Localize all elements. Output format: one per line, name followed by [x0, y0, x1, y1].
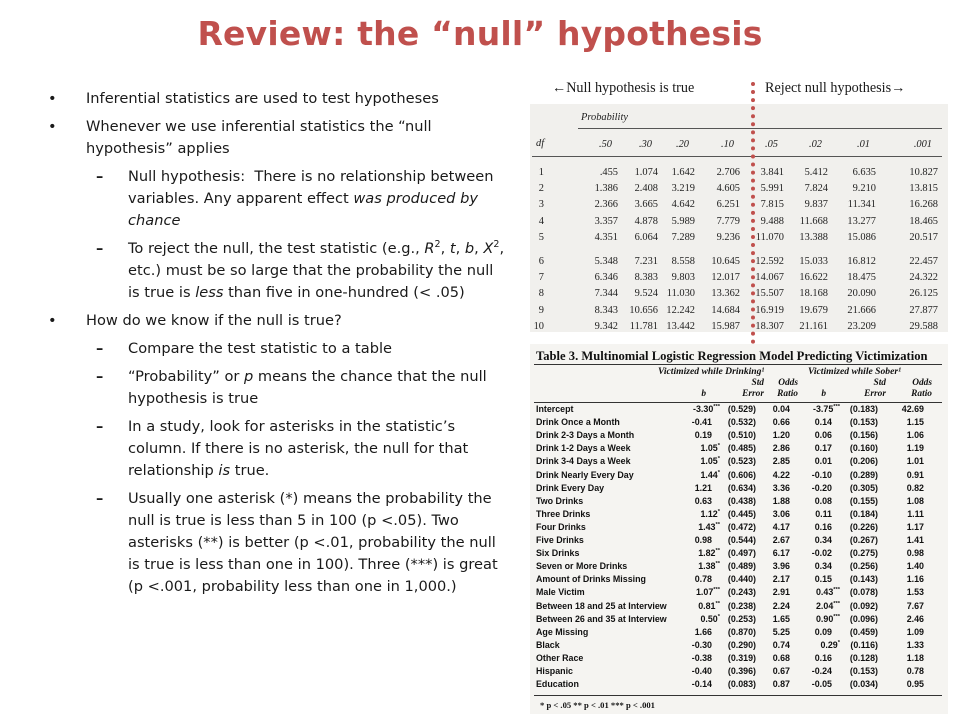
row-label: Drink 1-2 Days a Week — [536, 443, 631, 454]
regression-value-cell: (0.256) — [849, 561, 878, 572]
column-header: Ratio — [777, 389, 798, 399]
regression-value-cell: (0.184) — [849, 508, 878, 519]
chi-value-cell: 11.781 — [629, 320, 658, 332]
bullet-text: “Probability” or p means the chance that the null hypothesis is true — [128, 368, 487, 407]
chi-value-cell: 9.342 — [594, 320, 618, 332]
chi-value-cell: 8.383 — [634, 272, 658, 284]
table-rule — [534, 695, 942, 696]
chi-value-cell: 29.588 — [909, 320, 938, 332]
sub-bullet-item — [48, 366, 508, 410]
chi-value-cell: 7.231 — [634, 256, 658, 267]
row-label: Black — [536, 639, 560, 650]
chi-value-cell: 16.812 — [847, 256, 876, 267]
chi-value-cell: 15.987 — [711, 320, 740, 332]
chi-value-cell: 2.366 — [594, 199, 618, 211]
probability-column-header: .05 — [765, 139, 778, 150]
regression-value-cell: 0.43*** — [815, 587, 840, 598]
chi-value-cell: 6.064 — [634, 231, 658, 243]
regression-value-cell: (0.634) — [727, 482, 756, 493]
bullet-text: Null hypothesis: There is no relationship between variables. Any apparent effect was produced by chance — [128, 168, 494, 229]
regression-value-cell: 0.29* — [820, 639, 840, 650]
regression-value-cell: 0.11 — [815, 508, 832, 519]
regression-value-cell: -0.20 — [811, 482, 832, 493]
chi-value-cell: 5.412 — [804, 167, 828, 178]
chi-value-cell: 5.348 — [594, 256, 618, 267]
regression-value-cell: 0.67 — [772, 666, 790, 676]
chi-value-cell: 18.307 — [755, 320, 784, 332]
regression-value-cell: -0.24 — [811, 666, 832, 676]
regression-value-cell: 4.17 — [772, 521, 790, 532]
regression-value-cell: 2.67 — [772, 535, 790, 545]
regression-value-cell: (0.092) — [849, 600, 878, 611]
sub-bullet-item — [48, 488, 508, 598]
regression-value-cell: 1.16 — [906, 574, 924, 585]
regression-value-cell: 0.95 — [906, 679, 924, 690]
row-label: Three Drinks — [536, 508, 591, 519]
chi-value-cell: 18.475 — [847, 272, 876, 284]
chi-value-cell: 13.442 — [666, 320, 695, 332]
df-cell: 5 — [538, 231, 544, 243]
chi-value-cell: 16.919 — [755, 304, 784, 316]
chi-value-cell: 3.665 — [634, 199, 658, 211]
regression-value-cell: (0.497) — [727, 548, 756, 559]
chi-value-cell: 1.074 — [634, 167, 658, 178]
regression-value-cell: (0.445) — [727, 508, 756, 519]
bullet-item — [48, 310, 508, 332]
chi-value-cell: 9.837 — [804, 199, 828, 211]
reject-null-label: Reject null hypothesis→ — [765, 80, 906, 96]
df-cell: 1 — [538, 167, 544, 178]
regression-value-cell: 0.34 — [814, 535, 832, 545]
regression-value-cell: 1.08 — [906, 495, 924, 506]
chi-value-cell: 9.210 — [852, 183, 876, 195]
chi-value-cell: 11.030 — [666, 288, 695, 300]
row-label: Drink 2-3 Days a Month — [536, 430, 635, 441]
regression-value-cell: 1.07*** — [695, 587, 720, 598]
chi-value-cell: 11.341 — [847, 199, 876, 211]
chi-value-cell: 6.251 — [716, 199, 740, 211]
regression-value-cell: 2.46 — [906, 613, 924, 624]
chi-value-cell: 13.388 — [799, 231, 828, 243]
row-label: Age Missing — [536, 626, 589, 637]
regression-value-cell: 3.06 — [772, 508, 790, 519]
regression-value-cell: 3.96 — [772, 561, 790, 572]
regression-value-cell: 1.12* — [700, 508, 720, 519]
regression-value-cell: (0.870) — [727, 626, 756, 637]
regression-value-cell: -3.30*** — [693, 404, 720, 414]
regression-value-cell: (0.289) — [849, 469, 878, 480]
regression-value-cell: 4.22 — [772, 469, 790, 480]
regression-value-cell: 0.78 — [906, 666, 924, 676]
regression-value-cell: 1.09 — [906, 626, 924, 637]
df-header: df — [536, 138, 545, 149]
chi-value-cell: 21.161 — [799, 320, 828, 332]
chi-value-cell: 13.815 — [909, 183, 938, 195]
regression-value-cell: -0.38 — [691, 652, 712, 663]
df-cell: 6 — [538, 256, 544, 267]
df-cell: 10 — [533, 320, 544, 332]
regression-value-cell: 1.66 — [694, 626, 712, 637]
column-header-top: Odds — [778, 378, 798, 388]
chi-value-cell: 11.668 — [799, 215, 828, 227]
regression-value-cell: (0.078) — [849, 587, 878, 598]
chi-value-cell: 2.706 — [716, 167, 740, 178]
row-label: Five Drinks — [536, 535, 584, 545]
chi-value-cell: 12.592 — [755, 256, 784, 267]
regression-table — [530, 344, 948, 714]
regression-value-cell: 1.18 — [906, 652, 924, 663]
regression-value-cell: (0.485) — [727, 443, 756, 454]
regression-value-cell: 1.20 — [772, 430, 790, 441]
chi-value-cell: 12.242 — [666, 304, 695, 316]
sub-bullet-item — [48, 416, 508, 482]
column-header-top: Std — [751, 378, 764, 388]
regression-value-cell: (0.606) — [727, 469, 756, 480]
regression-value-cell: 0.81** — [698, 600, 720, 611]
regression-value-cell: 1.17 — [906, 521, 924, 532]
bullet-item — [48, 116, 508, 160]
regression-value-cell: (0.472) — [727, 521, 756, 532]
regression-value-cell: (0.238) — [727, 600, 756, 611]
regression-value-cell: (0.143) — [849, 574, 878, 585]
regression-value-cell: 1.53 — [906, 587, 924, 598]
bullet-text: Compare the test statistic to a table — [128, 340, 393, 357]
regression-footnote: * p < .05 ** p < .01 *** p < .001 — [540, 700, 655, 710]
df-cell: 2 — [538, 183, 544, 195]
chi-value-cell: 9.236 — [716, 231, 740, 243]
regression-value-cell: 2.04*** — [815, 600, 840, 611]
regression-value-cell: 0.14 — [814, 417, 832, 428]
regression-value-cell: 0.63 — [694, 495, 712, 506]
chi-value-cell: .455 — [599, 167, 618, 178]
regression-value-cell: 0.98 — [694, 535, 712, 545]
bullet-text: Whenever we use inferential statistics the “null hypothesis” applies — [86, 118, 432, 157]
chi-value-cell: 4.878 — [634, 215, 658, 227]
bullet-text: To reject the null, the test statistic (e.g., $R^2$, t, b, $X^2$, etc.) must be so large that the probability the null is true is less than five in one-hundred (< .05) — [128, 239, 505, 301]
df-cell: 4 — [538, 215, 544, 227]
chi-value-cell: 2.408 — [634, 183, 658, 195]
regression-value-cell: (0.155) — [849, 495, 878, 506]
chi-value-cell: 21.666 — [847, 304, 876, 316]
row-label: Two Drinks — [536, 495, 584, 506]
row-label: Seven or More Drinks — [536, 561, 628, 572]
regression-value-cell: 1.11 — [907, 508, 924, 519]
bullet-text: In a study, look for asterisks in the statistic’s column. If there is no asterisk, the null for that relationship is true. — [128, 418, 469, 479]
regression-value-cell: 1.65 — [772, 613, 790, 624]
probability-column-header: .20 — [676, 139, 689, 150]
chi-value-cell: 9.803 — [671, 272, 695, 284]
regression-value-cell: 0.19 — [694, 430, 712, 441]
regression-value-cell: (0.459) — [849, 626, 878, 637]
chi-value-cell: 20.517 — [909, 231, 938, 243]
regression-value-cell: 1.88 — [772, 495, 790, 506]
chi-value-cell: 4.605 — [716, 183, 740, 195]
chi-value-cell: 24.322 — [909, 272, 938, 284]
regression-value-cell: (0.275) — [849, 548, 878, 559]
group-header-sober: Victimized while Sober¹ — [808, 366, 901, 377]
regression-value-cell: 3.36 — [772, 482, 790, 493]
df-cell: 7 — [538, 272, 544, 284]
column-header: Ratio — [911, 389, 932, 399]
regression-value-cell: (0.096) — [849, 613, 878, 624]
sub-bullet-item — [48, 238, 508, 304]
regression-value-cell: (0.438) — [727, 495, 756, 506]
row-label: Four Drinks — [536, 521, 586, 532]
regression-value-cell: 1.43** — [698, 521, 720, 532]
row-label: Hispanic — [536, 666, 573, 676]
regression-value-cell: 1.15 — [906, 417, 924, 428]
regression-value-cell: -0.05 — [811, 679, 832, 690]
row-label: Drink 3-4 Days a Week — [536, 456, 631, 467]
regression-value-cell: 2.17 — [772, 574, 790, 585]
regression-value-cell: 1.38** — [698, 561, 720, 572]
df-cell: 3 — [538, 199, 544, 211]
column-header: Error — [864, 389, 886, 399]
row-label: Between 26 and 35 at Interview — [536, 613, 667, 624]
regression-value-cell: 0.08 — [814, 495, 832, 506]
chi-square-table — [530, 104, 948, 332]
regression-value-cell: (0.253) — [727, 613, 756, 624]
regression-value-cell: 1.01 — [906, 456, 924, 467]
probability-column-header: .01 — [857, 139, 870, 150]
bullet-list — [48, 88, 508, 604]
chi-value-cell: 7.815 — [760, 199, 784, 211]
chi-value-cell: 27.877 — [909, 304, 938, 316]
chi-value-cell: 26.125 — [909, 288, 938, 300]
regression-value-cell: 1.33 — [906, 639, 924, 650]
regression-value-cell: 0.16 — [814, 652, 832, 663]
row-label: Intercept — [536, 404, 574, 414]
row-label: Education — [536, 679, 579, 690]
column-header: Error — [742, 389, 764, 399]
regression-value-cell: 0.17 — [814, 443, 832, 454]
chi-value-cell: 14.067 — [755, 272, 784, 284]
header-rule — [532, 156, 942, 157]
probability-column-header: .02 — [809, 139, 822, 150]
regression-value-cell: (0.529) — [727, 404, 756, 414]
regression-value-cell: 0.78 — [694, 574, 712, 585]
regression-value-cell: 0.91 — [906, 469, 924, 480]
regression-value-cell: 0.50* — [700, 613, 720, 624]
df-cell: 9 — [538, 304, 544, 316]
regression-value-cell: 1.41 — [906, 535, 924, 545]
regression-value-cell: (0.206) — [849, 456, 878, 467]
probability-column-header: .30 — [639, 139, 652, 150]
chi-value-cell: 10.645 — [711, 256, 740, 267]
regression-value-cell: 0.74 — [772, 639, 790, 650]
regression-value-cell: (0.156) — [849, 430, 878, 441]
chi-value-cell: 7.824 — [804, 183, 828, 195]
regression-value-cell: 0.34 — [814, 561, 832, 572]
chi-value-cell: 6.635 — [852, 167, 876, 178]
significance-divider — [751, 82, 755, 344]
sub-bullet-item — [48, 338, 508, 360]
chi-value-cell: 5.989 — [671, 215, 695, 227]
chi-value-cell: 5.991 — [760, 183, 784, 195]
regression-value-cell: (0.523) — [727, 456, 756, 467]
regression-value-cell: -3.75*** — [813, 404, 840, 414]
chi-value-cell: 22.457 — [909, 256, 938, 267]
chi-value-cell: 3.219 — [671, 183, 695, 195]
regression-value-cell: -0.02 — [811, 548, 832, 559]
chi-value-cell: 8.558 — [671, 256, 695, 267]
regression-value-cell: 0.66 — [772, 417, 790, 428]
row-label: Between 18 and 25 at Interview — [536, 600, 667, 611]
chi-value-cell: 14.684 — [711, 304, 740, 316]
regression-value-cell: -0.30 — [691, 639, 712, 650]
regression-value-cell: -0.41 — [691, 417, 712, 428]
regression-value-cell: (0.153) — [849, 417, 878, 428]
row-label: Other Race — [536, 652, 584, 663]
chi-value-cell: 7.344 — [594, 288, 618, 300]
regression-value-cell: 1.40 — [906, 561, 924, 572]
regression-value-cell: (0.267) — [849, 535, 878, 545]
regression-value-cell: (0.319) — [727, 652, 756, 663]
header-rule — [578, 128, 942, 129]
regression-value-cell: 0.09 — [814, 626, 832, 637]
chi-value-cell: 13.277 — [847, 215, 876, 227]
chi-value-cell: 6.346 — [594, 272, 618, 284]
regression-value-cell: 2.91 — [772, 587, 790, 598]
df-cell: 8 — [538, 288, 544, 300]
regression-value-cell: 1.21 — [694, 482, 712, 493]
table-rule — [534, 364, 942, 365]
regression-value-cell: 0.98 — [906, 548, 924, 559]
regression-value-cell: (0.290) — [727, 639, 756, 650]
chi-value-cell: 10.656 — [629, 304, 658, 316]
chi-value-cell: 13.362 — [711, 288, 740, 300]
regression-value-cell: (0.183) — [849, 404, 878, 414]
regression-value-cell: (0.243) — [727, 587, 756, 598]
regression-value-cell: (0.532) — [727, 417, 756, 428]
regression-value-cell: -0.10 — [811, 469, 832, 480]
regression-value-cell: 7.67 — [906, 600, 924, 611]
regression-value-cell: 0.16 — [814, 521, 832, 532]
chi-value-cell: 3.357 — [594, 215, 618, 227]
bullet-text: Inferential statistics are used to test hypotheses — [86, 90, 439, 107]
regression-value-cell: -0.40 — [691, 666, 712, 676]
regression-value-cell: (0.544) — [727, 535, 756, 545]
chi-value-cell: 11.070 — [755, 231, 784, 243]
chi-value-cell: 4.642 — [671, 199, 695, 211]
row-label: Male Victim — [536, 587, 585, 598]
regression-value-cell: -0.14 — [691, 679, 712, 690]
regression-value-cell: 2.85 — [772, 456, 790, 467]
column-header-top: Std — [873, 378, 886, 388]
regression-value-cell: (0.160) — [849, 443, 878, 454]
bullet-item — [48, 88, 508, 110]
regression-value-cell: (0.116) — [850, 639, 878, 650]
regression-table-title: Table 3. Multinomial Logistic Regression Model Predicting Victimization — [536, 349, 928, 363]
chi-value-cell: 23.209 — [847, 320, 876, 332]
chi-value-cell: 4.351 — [594, 231, 618, 243]
regression-value-cell: 0.87 — [772, 679, 790, 690]
chi-value-cell: 3.841 — [760, 167, 784, 178]
chi-value-cell: 15.033 — [799, 256, 828, 267]
chi-value-cell: 8.343 — [594, 304, 618, 316]
group-header-drinking: Victimized while Drinking¹ — [658, 366, 765, 377]
regression-value-cell: 0.04 — [772, 404, 790, 414]
regression-value-cell: (0.226) — [849, 521, 878, 532]
regression-value-cell: 0.90*** — [815, 613, 840, 624]
chi-value-cell: 18.168 — [799, 288, 828, 300]
regression-value-cell: (0.440) — [727, 574, 756, 585]
chi-value-cell: 16.622 — [799, 272, 828, 284]
regression-value-cell: 2.24 — [772, 600, 790, 611]
regression-value-cell: 1.06 — [906, 430, 924, 441]
chi-value-cell: 12.017 — [711, 272, 740, 284]
regression-value-cell: (0.305) — [849, 482, 878, 493]
chi-value-cell: 1.642 — [671, 167, 695, 178]
row-label: Amount of Drinks Missing — [536, 574, 646, 585]
chi-value-cell: 15.507 — [755, 288, 784, 300]
row-label: Six Drinks — [536, 548, 580, 559]
column-header: b — [821, 389, 826, 399]
null-true-label: ←Null hypothesis is true — [552, 80, 695, 96]
regression-value-cell: (0.510) — [727, 430, 756, 441]
chi-value-cell: 9.488 — [760, 215, 784, 227]
table-rule — [534, 402, 942, 403]
chi-value-cell: 20.090 — [847, 288, 876, 300]
chi-value-cell: 16.268 — [909, 199, 938, 211]
column-header: b — [701, 389, 706, 399]
regression-value-cell: 0.01 — [814, 456, 832, 467]
regression-value-cell: 5.25 — [772, 626, 790, 637]
probability-header: Probability — [581, 112, 628, 123]
chi-value-cell: 18.465 — [909, 215, 938, 227]
regression-value-cell: (0.083) — [727, 679, 756, 690]
chi-value-cell: 10.827 — [909, 167, 938, 178]
bullet-text: Usually one asterisk (*) means the probability the null is true is less than 5 in 100 (p <.05). Two asterisks (**) is better (p <.01, probability the null is true is less than one in 100). Three (***) is great (p <.001, probability less than one in 1,000.) — [128, 490, 498, 595]
regression-value-cell: 2.86 — [772, 443, 790, 454]
chi-value-cell: 1.386 — [594, 183, 618, 195]
regression-value-cell: (0.128) — [849, 652, 878, 663]
slide-title: Review: the “null” hypothesis — [197, 14, 763, 53]
chi-value-cell: 7.289 — [671, 231, 695, 243]
regression-value-cell: 42.69 — [901, 404, 924, 414]
regression-value-cell: 1.19 — [906, 443, 924, 454]
regression-value-cell: (0.034) — [849, 679, 878, 690]
column-header-top: Odds — [912, 378, 932, 388]
row-label: Drink Every Day — [536, 482, 605, 493]
regression-value-cell: 1.82** — [698, 548, 720, 559]
probability-column-header: .001 — [913, 139, 932, 150]
regression-value-cell: (0.153) — [849, 666, 878, 676]
row-label: Drink Once a Month — [536, 417, 620, 428]
bullet-text: How do we know if the null is true? — [86, 312, 342, 329]
regression-value-cell: 0.68 — [772, 652, 790, 663]
regression-value-cell: 0.06 — [814, 430, 832, 441]
regression-value-cell: 0.15 — [814, 574, 832, 585]
chi-value-cell: 19.679 — [799, 304, 828, 316]
chi-value-cell: 7.779 — [716, 215, 740, 227]
row-label: Drink Nearly Every Day — [536, 469, 634, 480]
chi-value-cell: 9.524 — [634, 288, 658, 300]
probability-column-header: .10 — [721, 139, 734, 150]
regression-value-cell: 1.05* — [700, 456, 720, 467]
sub-bullet-item — [48, 166, 508, 232]
regression-value-cell: (0.489) — [727, 561, 756, 572]
probability-column-header: .50 — [599, 139, 612, 150]
regression-value-cell: (0.396) — [727, 666, 756, 676]
regression-value-cell: 0.82 — [906, 482, 924, 493]
chi-value-cell: 15.086 — [847, 231, 876, 243]
regression-value-cell: 1.44* — [700, 469, 720, 480]
regression-value-cell: 1.05* — [700, 443, 720, 454]
regression-value-cell: 6.17 — [772, 548, 790, 559]
